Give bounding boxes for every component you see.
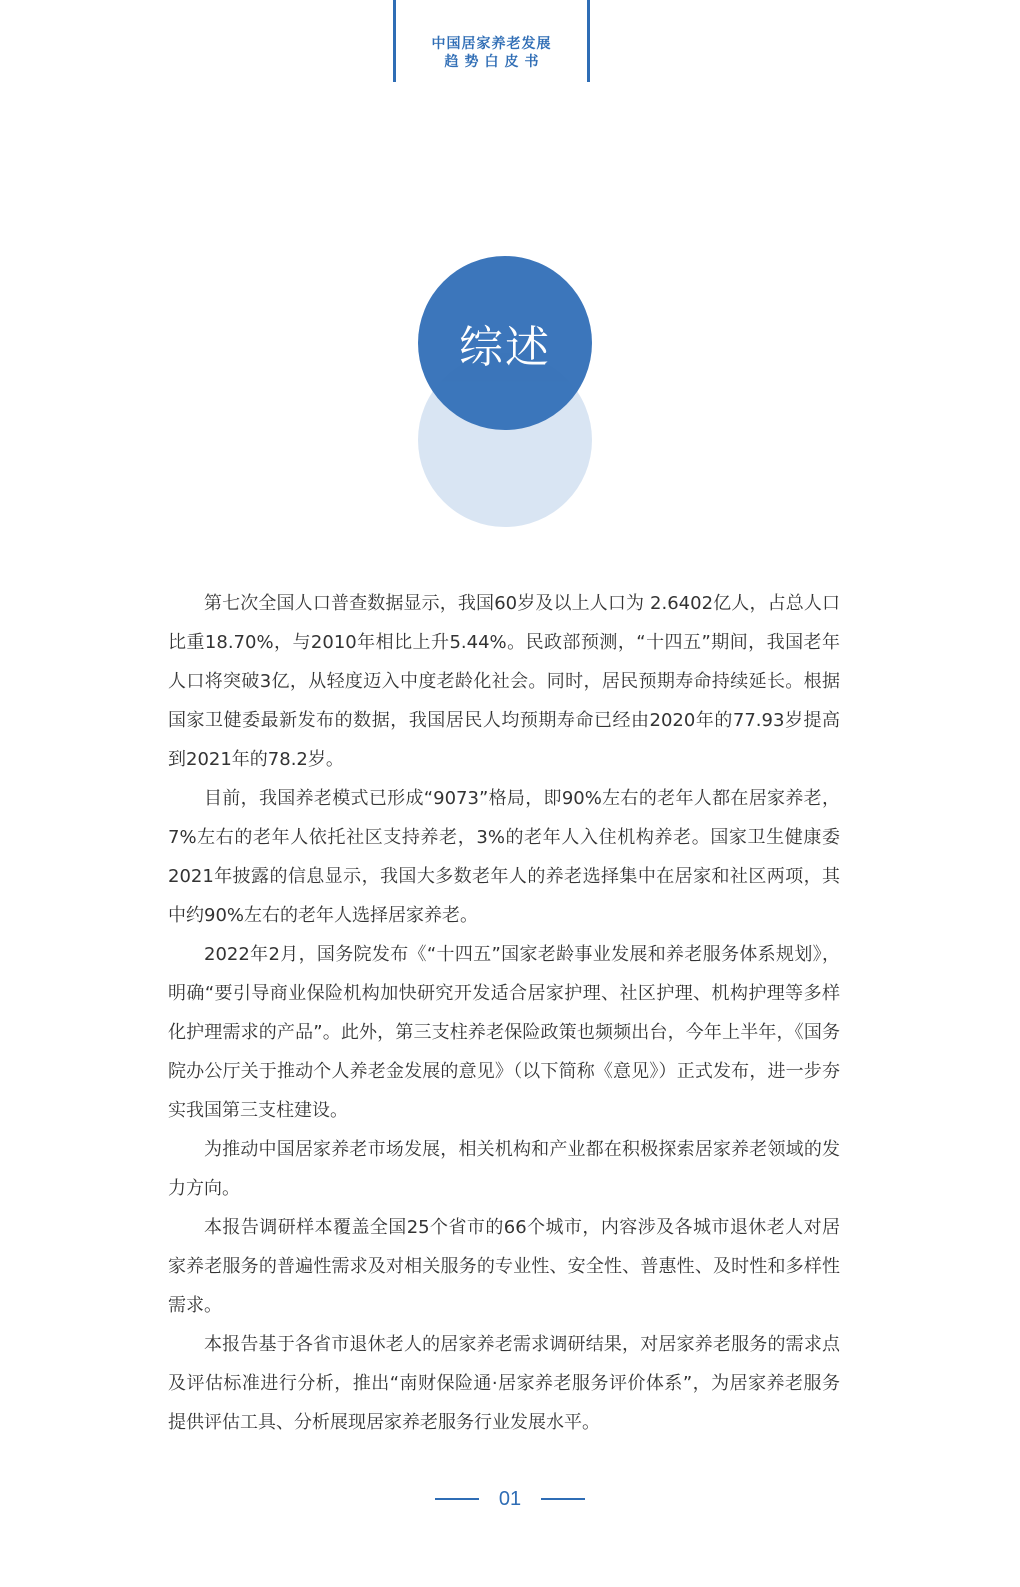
paragraph: 2022年2月，国务院发布《“十四五”国家老龄事业发展和养老服务体系规划》，明确“要引导商业保险机构加快研究开发适合居家护理、社区护理、机构护理等多样化护理需求的产品”。此外，第三支柱养老保险政策也频频出台，今年上半年，《国务院办公厅关于推动个人养老金发展的意见》（以下简称《意见》）正式发布，进一步夯实我国第三支柱建设。	[168, 944, 840, 1121]
header-tab	[393, 0, 590, 82]
header-title: 中国居家养老发展	[431, 36, 552, 52]
footer-divider-left	[435, 1498, 479, 1500]
paragraph: 本报告基于各省市退休老人的居家养老需求调研结果，对居家养老服务的需求点及评估标准进行分析，推出“南财保险通·居家养老服务评价体系”，为居家养老服务提供评估工具、分析展现居家养老服务行业发展水平。	[168, 1334, 840, 1433]
page-number: 01	[498, 1487, 522, 1510]
paragraph: 目前，我国养老模式已形成“9073”格局，即90%左右的老年人都在居家养老，7%左右的老年人依托社区支持养老，3%的老年人入住机构养老。国家卫生健康委2021年披露的信息显示，我国大多数老年人的养老选择集中在居家和社区两项，其中约90%左右的老年人选择居家养老。	[168, 788, 840, 926]
paragraph: 为推动中国居家养老市场发展，相关机构和产业都在积极探索居家养老领域的发力方向。	[168, 1139, 840, 1199]
paragraph: 第七次全国人口普查数据显示，我国60岁及以上人口为 2.6402亿人，占总人口比重18.70%，与2010年相比上升5.44%。民政部预测，“十四五”期间，我国老年人口将突破3亿，从轻度迈入中度老龄化社会。同时，居民预期寿命持续延长。根据国家卫健委最新发布的数据，我国居民人均预期寿命已经由2020年的77.93岁提高到2021年的78.2岁。	[168, 593, 840, 770]
footer-divider-right	[541, 1498, 585, 1500]
page-footer	[0, 1484, 1020, 1514]
section-title: 综述	[459, 322, 551, 373]
paragraph: 本报告调研样本覆盖全国25个省市的66个城市，内容涉及各城市退休老人对居家养老服务的普遍性需求及对相关服务的专业性、安全性、普惠性、及时性和多样性需求。	[168, 1217, 840, 1316]
body-content	[168, 584, 840, 1442]
header-subtitle: 趋势白皮书	[444, 54, 545, 70]
section-badge	[418, 256, 592, 430]
